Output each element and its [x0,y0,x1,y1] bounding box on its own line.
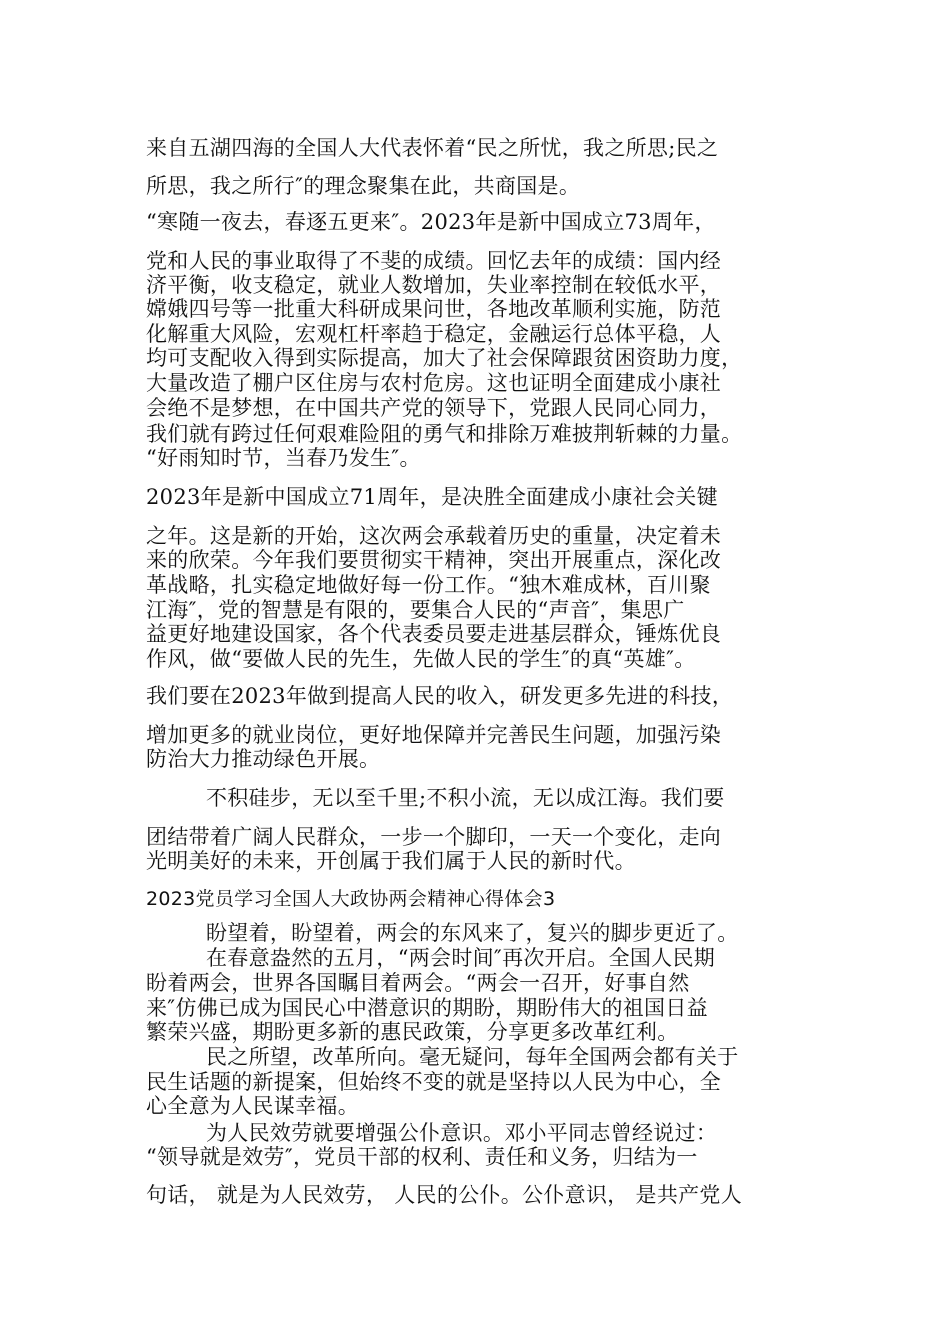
text-line: 会绝不是梦想，在中国共产党的领导下，党跟人民同心同力， [146,396,722,420]
section-heading: 2023党员学习全国人大政协两会精神心得体会3 [146,888,556,910]
text-line: 益更好地建设国家，各个代表委员要走进基层群众，锤炼优良 [146,622,722,646]
text-line: 均可支配收入得到实际提高，加大了社会保障跟贫困资助力度， [146,346,743,370]
text-line: “领导就是效劳″，党员干部的权利、责任和义务，归结为一 [146,1145,698,1169]
text-line: 民之所望，改革所向。毫无疑问，每年全国两会都有关于 [206,1045,739,1069]
text-line: 所思，我之所行″的理念聚集在此，共商国是。 [146,174,581,198]
text-line: 防治大力推动绿色开展。 [146,747,381,771]
text-line: 盼望着，盼望着，两会的东风来了，复兴的脚步更近了。 [206,921,739,945]
text-line: 句话， 就是为人民效劳， 人民的公仆。公仆意识， 是共产党人 [146,1183,743,1207]
text-line: “寒随一夜去，春逐五更来″。2023年是新中国成立73周年， [146,210,716,234]
text-line: 心全意为人民谋幸福。 [146,1094,359,1118]
text-line: 我们要在2023年做到提高人民的收入，研发更多先进的科技， [146,684,734,708]
text-line: 在春意盎然的五月，“两会时间″再次开启。全国人民期 [206,946,716,970]
text-line: 江海″，党的智慧是有限的，要集合人民的“声音″，集思广 [146,598,685,622]
text-line: 作风，做“要做人民的先生，先做人民的学生″的真“英雄″。 [146,647,696,671]
text-line: 我们就有跨过任何艰难险阻的勇气和排除万难披荆斩棘的力量。 [146,422,743,446]
text-line: 为人民效劳就要增强公仆意识。邓小平同志曾经说过： [206,1121,718,1145]
text-line: 革战略，扎实稳定地做好每一份工作。“独木难成林，百川聚 [146,573,711,597]
text-line: 化解重大风险，宏观杠杆率趋于稳定，金融运行总体平稳，人 [146,322,722,346]
text-line: 光明美好的未来，开创属于我们属于人民的新时代。 [146,849,636,873]
text-line: 党和人民的事业取得了不斐的成绩。回忆去年的成绩：国内经 [146,249,722,273]
text-line: 来″仿佛已成为国民心中潜意识的期盼，期盼伟大的祖国日益 [146,996,708,1020]
text-line: 嫦娥四号等一批重大科研成果问世，各地改革顺利实施，防范 [146,297,722,321]
text-line: 来自五湖四海的全国人大代表怀着“民之所忧，我之所思;民之 [146,136,719,160]
text-line: 增加更多的就业岗位，更好地保障并完善民生问题，加强污染 [146,723,722,747]
text-line: 团结带着广阔人民群众，一步一个脚印，一天一个变化，走向 [146,825,722,849]
text-line: 大量改造了棚户区住房与农村危房。这也证明全面建成小康社 [146,371,722,395]
text-line: 之年。这是新的开始，这次两会承载着历史的重量，决定着未 [146,524,722,548]
text-line: “好雨知时节，当春乃发生″。 [146,446,421,470]
text-line: 济平衡，收支稳定，就业人数增加，失业率控制在较低水平， [146,273,722,297]
text-line: 不积硅步，无以至千里;不积小流，无以成江海。我们要 [206,786,725,810]
text-line: 民生话题的新提案，但始终不变的就是坚持以人民为中心，全 [146,1070,722,1094]
text-line: 2023年是新中国成立71周年，是决胜全面建成小康社会关键 [146,485,718,509]
text-line: 来的欣荣。今年我们要贯彻实干精神，突出开展重点，深化改 [146,548,722,572]
text-line: 盼着两会，世界各国瞩目着两会。“两会一召开，好事自然 [146,971,690,995]
text-line: 繁荣兴盛，期盼更多新的惠民政策，分享更多改革红利。 [146,1020,679,1044]
